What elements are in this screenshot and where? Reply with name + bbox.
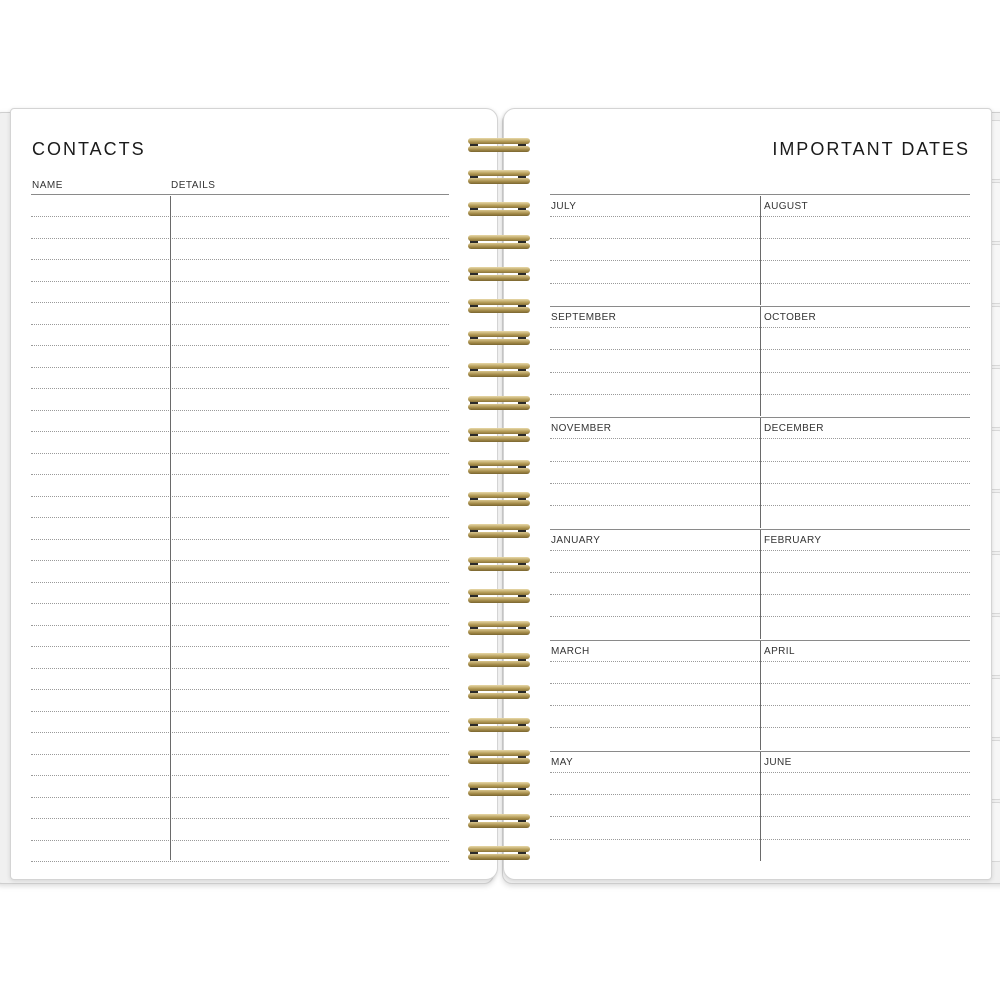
spiral-ring [466, 651, 532, 669]
contact-line [31, 797, 449, 798]
spiral-ring [466, 329, 532, 347]
contact-line [31, 754, 449, 755]
contact-line [31, 603, 449, 604]
spiral-ring [466, 522, 532, 540]
spiral-ring [466, 812, 532, 830]
date-line [550, 661, 970, 662]
month-label: SEPTEMBER [551, 312, 617, 324]
date-line [550, 727, 970, 728]
date-line [550, 283, 970, 284]
contact-line [31, 324, 449, 325]
spiral-ring [466, 490, 532, 508]
contact-line [31, 840, 449, 841]
contact-line [31, 517, 449, 518]
contact-line [31, 238, 449, 239]
contact-line [31, 560, 449, 561]
date-line [550, 483, 970, 484]
month-label: JANUARY [551, 534, 601, 546]
month-column-divider [760, 418, 761, 527]
month-label: DECEMBER [764, 423, 824, 435]
contact-line [31, 818, 449, 819]
contact-line [31, 259, 449, 260]
month-column-divider [760, 641, 761, 750]
month-label: APRIL [764, 645, 795, 657]
date-line [550, 349, 970, 350]
contact-line [31, 646, 449, 647]
date-line [550, 260, 970, 261]
date-line [550, 572, 970, 573]
contact-line [31, 474, 449, 475]
dates-header-rule [550, 194, 970, 195]
contact-line [31, 689, 449, 690]
date-line [550, 550, 970, 551]
contact-line [31, 775, 449, 776]
date-line [550, 505, 970, 506]
contact-line [31, 367, 449, 368]
spiral-ring [466, 136, 532, 154]
contact-line [31, 582, 449, 583]
spiral-ring [466, 361, 532, 379]
date-line [550, 839, 970, 840]
date-line [550, 816, 970, 817]
contacts-header-rule [31, 194, 449, 195]
spiral-ring [466, 426, 532, 444]
name-column-header: NAME [32, 180, 63, 191]
contact-line [31, 281, 449, 282]
month-label: OCTOBER [764, 312, 817, 324]
contact-line [31, 732, 449, 733]
month-label: MAY [551, 757, 574, 768]
contact-line [31, 861, 449, 862]
spiral-ring [466, 748, 532, 766]
spiral-ring [466, 233, 532, 251]
date-line [550, 683, 970, 684]
month-label: JUNE [764, 757, 792, 768]
month-label: MARCH [551, 645, 590, 657]
date-line [550, 216, 970, 217]
date-line [550, 616, 970, 617]
spiral-ring [466, 844, 532, 862]
spiral-binding [466, 136, 536, 866]
month-label: NOVEMBER [551, 423, 612, 435]
month-column-divider [760, 307, 761, 416]
date-line [550, 238, 970, 239]
contact-line [31, 453, 449, 454]
contacts-title: CONTACTS [32, 139, 146, 159]
spiral-ring [466, 394, 532, 412]
spiral-ring [466, 458, 532, 476]
month-label: AUGUST [764, 201, 809, 212]
month-label: JULY [551, 201, 577, 212]
month-column-divider [760, 752, 761, 861]
spiral-ring [466, 168, 532, 186]
contact-line [31, 388, 449, 389]
spiral-ring [466, 619, 532, 637]
spiral-ring [466, 683, 532, 701]
contact-line [31, 625, 449, 626]
contact-line [31, 345, 449, 346]
contacts-column-divider [170, 196, 171, 860]
contact-line [31, 302, 449, 303]
month-label: FEBRUARY [764, 534, 822, 546]
date-line [550, 438, 970, 439]
contact-line [31, 668, 449, 669]
important-dates-title: IMPORTANT DATES [772, 139, 970, 159]
contact-line [31, 496, 449, 497]
spiral-ring [466, 780, 532, 798]
contacts-page [10, 108, 498, 880]
details-column-header: DETAILS [171, 180, 216, 191]
spiral-ring [466, 716, 532, 734]
contact-line [31, 539, 449, 540]
spiral-ring [466, 587, 532, 605]
contact-line [31, 216, 449, 217]
month-column-divider [760, 530, 761, 639]
date-line [550, 794, 970, 795]
contact-line [31, 410, 449, 411]
contact-line [31, 431, 449, 432]
date-line [550, 772, 970, 773]
spiral-ring [466, 555, 532, 573]
date-line [550, 327, 970, 328]
spiral-ring [466, 297, 532, 315]
important-dates-page [503, 108, 992, 880]
date-line [550, 705, 970, 706]
spiral-ring [466, 200, 532, 218]
contact-line [31, 711, 449, 712]
date-line [550, 372, 970, 373]
month-column-divider [760, 196, 761, 305]
date-line [550, 394, 970, 395]
date-line [550, 594, 970, 595]
spiral-ring [466, 265, 532, 283]
date-line [550, 461, 970, 462]
